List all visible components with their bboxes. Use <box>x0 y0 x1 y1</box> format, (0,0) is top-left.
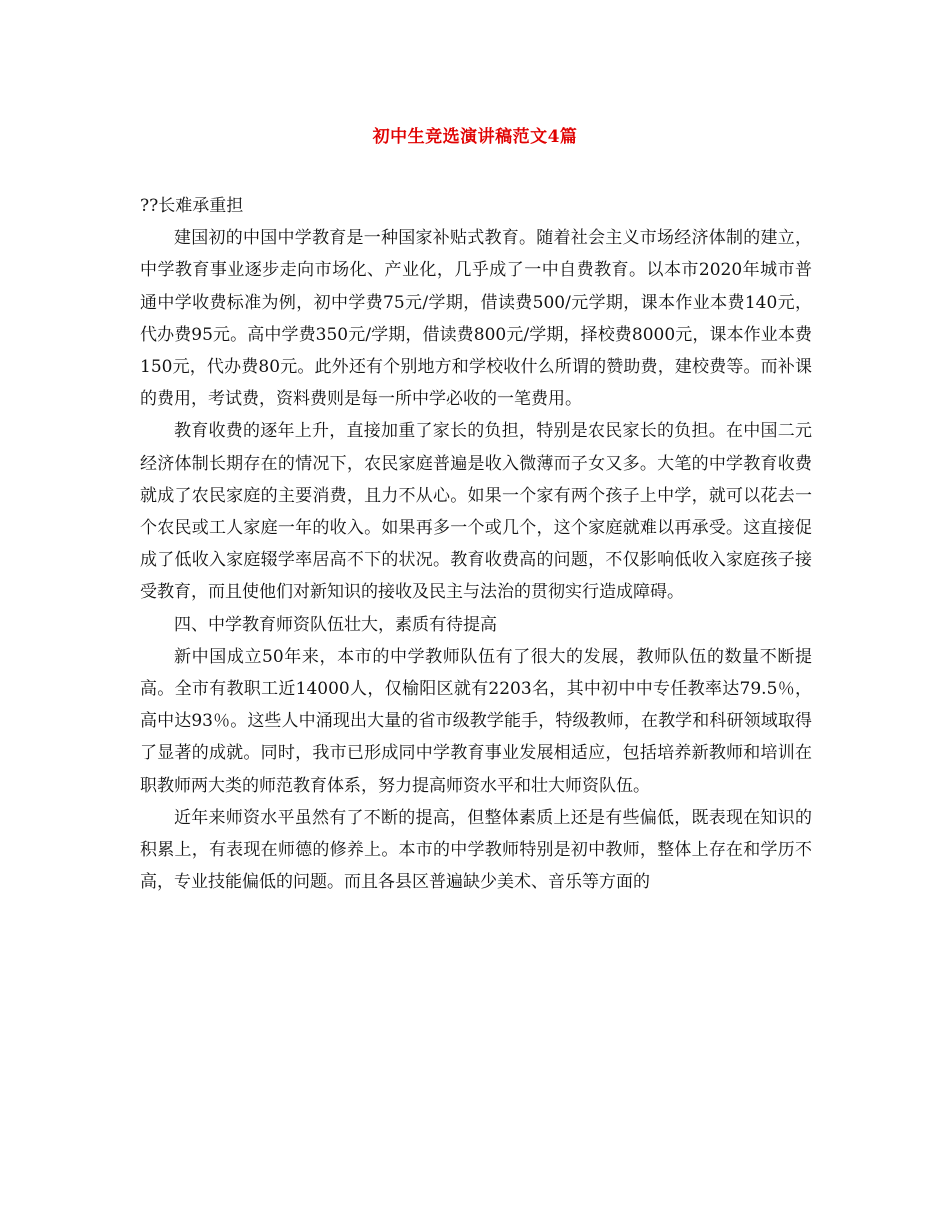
paragraph-section-heading: 四、中学教育师资队伍壮大，素质有待提高 <box>174 614 497 635</box>
paragraph: 新中国成立50年来，本市的中学教师队伍有了很大的发展，教师队伍的数量不断提高。全市有教职工近14000人，仅榆阳区就有2203名，其中初中中专任教率达79.5％，高中达93％。这些人中涌现出大量的省市级教学能手，特级教师，在教学和科研领域取得了显著的成就。同时，我市已形成同中学教育事业发展相适应，包括培养新教师和培训在职教师两大类的师范教育体系，努力提高师资水平和壮大师资队伍。 <box>140 646 812 796</box>
document-title: 初中生竞选演讲稿范文4篇 <box>372 127 578 147</box>
paragraph-section-heading: ??长难承重担 <box>140 196 244 216</box>
paragraph: 建国初的中国中学教育是一种国家补贴式教育。随着社会主义市场经济体制的建立，中学教育事业逐步走向市场化、产业化，几乎成了一中自费教育。以本市2020年城市普通中学收费标准为例，初中学费75元/学期，借读费500/元学期，课本作业本费140元，代办费95元。高中学费350元/学期，借读费800元/学期，择校费8000元，课本作业本费150元，代办费80元。此外还有个别地方和学校收什么所谓的赞助费，建校费等。而补课的费用，考试费，资料费则是每一所中学必收的一笔费用。 <box>140 228 812 410</box>
paragraph: 近年来师资水平虽然有了不断的提高，但整体素质上还是有些偏低，既表现在知识的积累上，有表现在师德的修养上。本市的中学教师特别是初中教师，整体上存在和学历不高，专业技能偏低的问题。而且各县区普遍缺少美术、音乐等方面的 <box>140 807 812 893</box>
paragraph: 教育收费的逐年上升，直接加重了家长的负担，特别是农民家长的负担。在中国二元经济体制长期存在的情况下，农民家庭普遍是收入微薄而子女又多。大笔的中学教育收费就成了农民家庭的主要消费，且力不从心。如果一个家有两个孩子上中学，就可以花去一个农民或工人家庭一年的收入。如果再多一个或几个，这个家庭就难以再承受。这直接促成了低收入家庭辍学率居高不下的状况。教育收费高的问题，不仅影响低收入家庭孩子接受教育，而且使他们对新知识的接收及民主与法治的贯彻实行造成障碍。 <box>140 421 812 603</box>
document-body <box>140 190 812 898</box>
